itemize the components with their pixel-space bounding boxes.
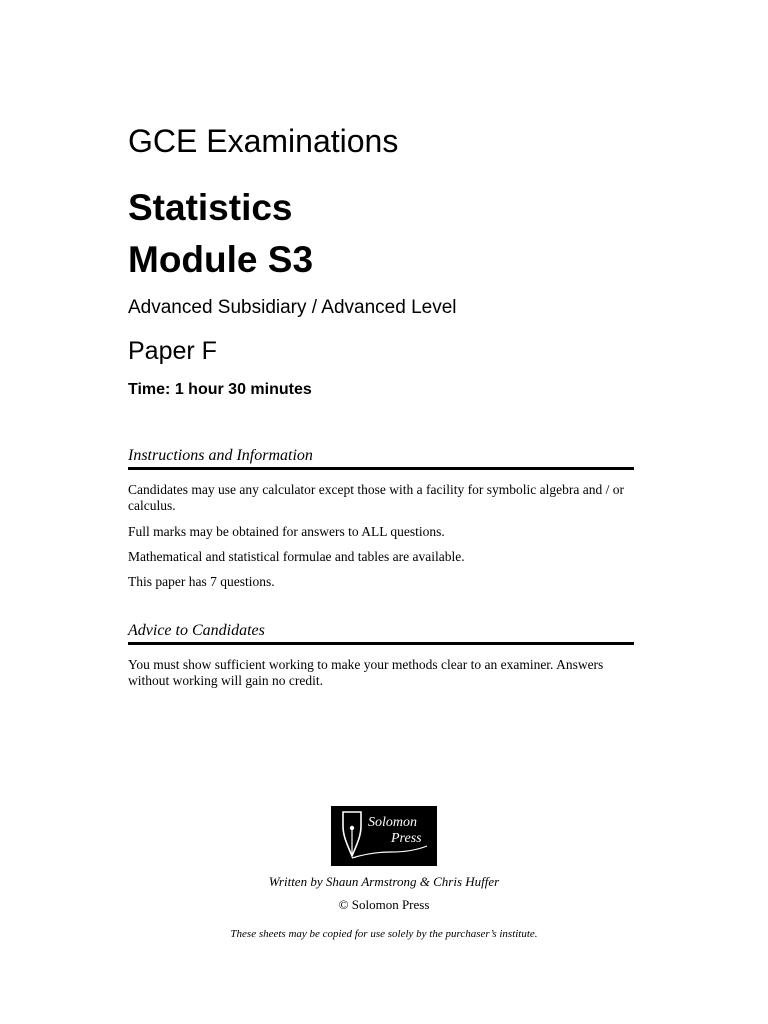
exam-board-title: GCE Examinations — [128, 123, 399, 159]
time-allowed: Time: 1 hour 30 minutes — [128, 381, 312, 398]
authors-credit: Written by Shaun Armstrong & Chris Huffer — [268, 874, 500, 889]
instructions-heading: Instructions and Information — [128, 446, 634, 470]
level-subtitle: Advanced Subsidiary / Advanced Level — [128, 297, 457, 318]
instruction-paragraph: This paper has 7 questions. — [128, 574, 275, 589]
instruction-paragraph: Mathematical and statistical formulae and tables are available. — [128, 549, 465, 564]
logo-text-line1: Solomon — [368, 815, 417, 830]
instruction-paragraph: Candidates may use any calculator except those with a facility for symbolic algebra and / or calculus. — [128, 482, 624, 513]
copyright-notice: © Solomon Press — [338, 897, 430, 912]
module-title: Module S3 — [128, 239, 314, 280]
instruction-paragraph: Full marks may be obtained for answers to ALL questions. — [128, 524, 445, 539]
advice-heading: Advice to Candidates — [128, 621, 634, 645]
subject-title: Statistics — [128, 187, 293, 228]
paper-label: Paper F — [128, 337, 217, 365]
copy-permission-notice: These sheets may be copied for use solely by the purchaser’s institute. — [230, 928, 538, 940]
advice-paragraph: You must show sufficient working to make your methods clear to an examiner. Answers without working will gain no credit. — [128, 657, 604, 688]
solomon-press-logo — [331, 806, 437, 866]
logo-text-line2: Press — [391, 831, 422, 846]
